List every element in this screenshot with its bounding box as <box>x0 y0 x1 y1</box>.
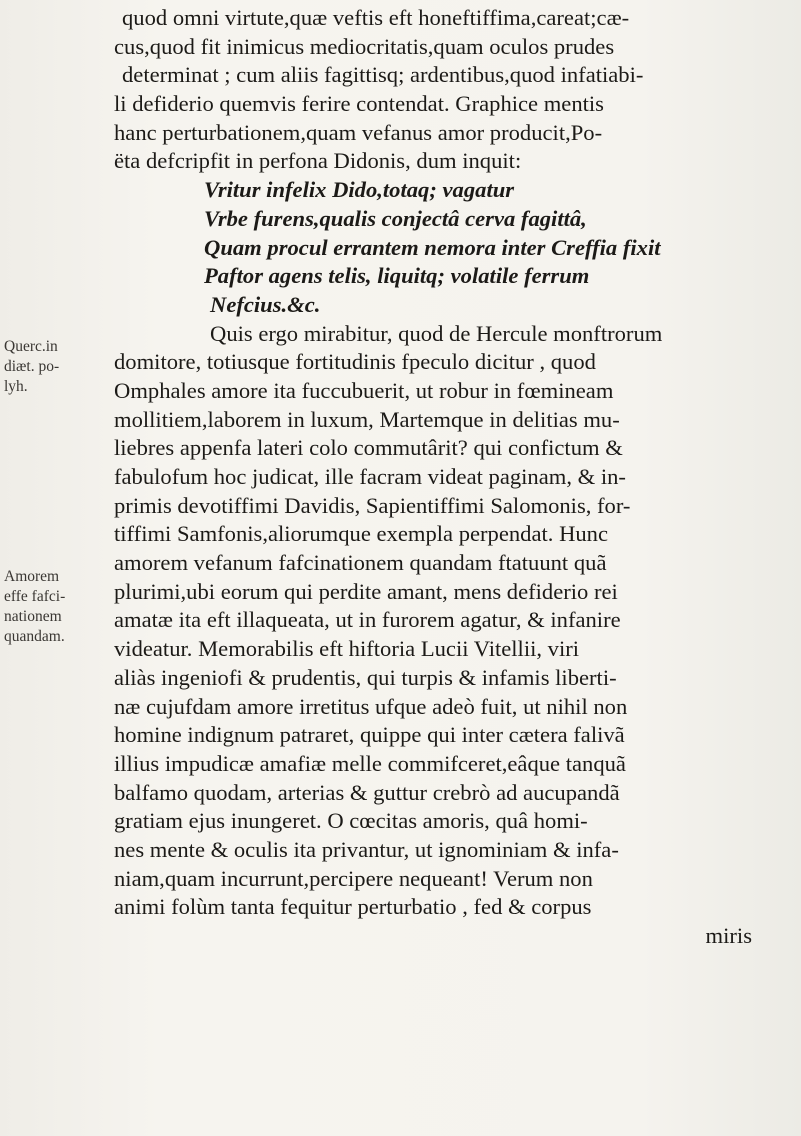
text-line: cus,quod fit inimicus mediocritatis,quam oculos prudes <box>114 33 615 59</box>
text-line: Quis ergo mirabitur, quod de Hercule monftrorum <box>210 320 663 346</box>
text-line: aliàs ingeniofi & prudentis, qui turpis & infamis liberti- <box>114 664 617 690</box>
text-line: liebres appenfa lateri colo commutârit? qui confictum & <box>114 435 623 461</box>
margin-note-querc <box>4 337 94 397</box>
text-line: mollitiem,laborem in luxum, Martemque in delitias mu- <box>114 406 620 432</box>
text-line: plurimi,ubi eorum qui perdite amant, mens defiderio rei <box>114 578 618 604</box>
text-line: determinat ; cum aliis fagittisq; ardentibus,quod infatiabi- <box>122 62 644 88</box>
text-line: balfamo quodam, arterias & guttur crebrò ad aucupandã <box>114 779 620 805</box>
text-line: videatur. Memorabilis eft hiftoria Lucii Vitellii, viri <box>114 636 580 662</box>
body-text <box>114 4 790 951</box>
margin-note-line: quandam. <box>4 628 65 645</box>
verse-line: Quam procul errantem nemora inter Creffia fixit <box>204 234 661 260</box>
verse-line: Vritur infelix Dido,totaq; vagatur <box>204 177 515 203</box>
text-line: homine indignum patraret, quippe qui inter cætera falivã <box>114 722 625 748</box>
text-line: gratiam ejus inungeret. O cœcitas amoris, quâ homi- <box>114 808 588 834</box>
text-line: amorem vefanum fafcinationem quandam ftatuunt quã <box>114 550 607 576</box>
text-line: domitore, totiusque fortitudinis fpeculo dicitur , quod <box>114 349 596 375</box>
margin-note-line: Amorem <box>4 568 60 585</box>
text-line: Omphales amore ita fuccubuerit, ut robur in fœmineam <box>114 377 614 403</box>
text-line: animi folùm tanta fequitur perturbatio , fed & corpus <box>114 894 592 920</box>
verse-line: Paftor agens telis, liquitq; volatile ferrum <box>204 263 590 289</box>
text-line: hanc perturbationem,quam vefanus amor producit,Po- <box>114 119 603 145</box>
margin-note-line: effe fafci- <box>4 588 66 605</box>
catchword: miris <box>705 923 752 948</box>
text-line: amatæ ita eft illaqueata, ut in furorem agatur, & infanire <box>114 607 621 633</box>
text-line: illius impudicæ amafiæ melle commifceret,eâque tanquã <box>114 750 626 776</box>
verse-line: Nefcius.&c. <box>210 291 321 317</box>
margin-note-line: diæt. po- <box>4 358 60 375</box>
text-line: nes mente & oculis ita privantur, ut ignominiam & infa- <box>114 836 619 862</box>
text-line: tiffimi Samfonis,aliorumque exempla perpendat. Hunc <box>114 521 609 547</box>
text-line: primis devotiffimi Davidis, Sapientiffimi Salomonis, for- <box>114 492 631 518</box>
margin-note-amorem <box>4 567 94 647</box>
text-line: fabulofum hoc judicat, ille facram videat paginam, & in- <box>114 464 626 489</box>
margin-note-line: Querc.in <box>4 338 58 355</box>
text-line: næ cujufdam amore irretitus ufque adeò fuit, ut nihil non <box>114 693 628 719</box>
text-line: quod omni virtute,quæ veftis eft honeftiffima,careat;cæ- <box>122 5 630 30</box>
text-line: niam,quam incurrunt,percipere nequeant! Verum non <box>114 865 593 891</box>
margin-note-line: lyh. <box>4 378 28 395</box>
text-line: li defiderio quemvis ferire contendat. Graphice mentis <box>114 91 604 117</box>
verse-line: Vrbe furens,qualis conjectâ cerva fagittâ, <box>204 205 587 231</box>
margin-note-line: nationem <box>4 608 62 625</box>
text-line: ëta defcripfit in perfona Didonis, dum inquit: <box>114 148 522 174</box>
